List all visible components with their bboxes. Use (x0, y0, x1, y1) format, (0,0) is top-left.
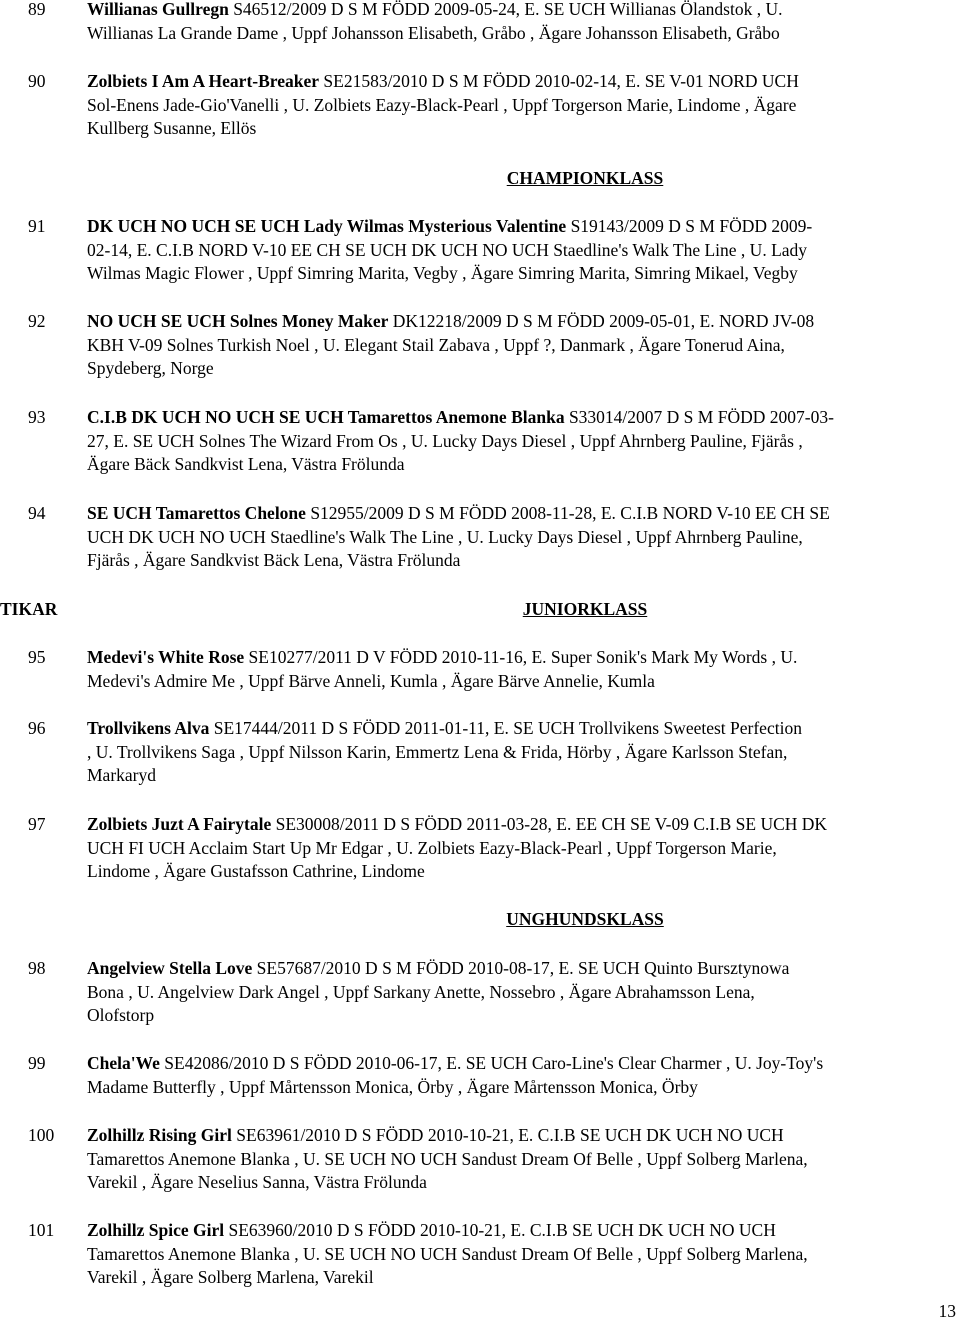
entry-line (87, 94, 957, 118)
entry-details: SE21583/2010 D S M FÖDD 2010-02-14, E. SE V-01 NORD UCH (319, 71, 799, 91)
entry-number: 98 (28, 958, 46, 978)
dog-name: Trollvikens Alva (87, 718, 210, 738)
entry-text (87, 406, 957, 477)
sex-label: TIKAR (0, 599, 58, 619)
entry-line (87, 1124, 957, 1148)
page-number: 13 (938, 1301, 956, 1321)
entry-number: 94 (28, 503, 46, 523)
dog-name: Willianas Gullregn (87, 0, 229, 19)
entry-line (87, 717, 957, 741)
entry-text (87, 1052, 957, 1099)
entry-details: , U. Trollvikens Saga , Uppf Nilsson Karin, Emmertz Lena & Frida, Hörby , Ägare Karlsson Stefan, (87, 741, 788, 762)
entry-details: Lindome , Ägare Gustafsson Cathrine, Lindome (87, 861, 425, 881)
entry-number: 100 (28, 1125, 55, 1145)
entry-number: 91 (28, 216, 46, 236)
entry-details: SE10277/2011 D V FÖDD 2010-11-16, E. Super Sonik's Mark My Words , U. (244, 647, 798, 667)
entry-details: SE57687/2010 D S M FÖDD 2010-08-17, E. SE UCH Quinto Bursztynowa (252, 958, 790, 978)
entry-text (87, 310, 957, 381)
entry-number: 92 (28, 311, 46, 331)
entry-line (87, 1219, 957, 1243)
entry-number: 90 (28, 71, 46, 91)
entry-line (87, 1076, 957, 1100)
entry-details: Tamarettos Anemone Blanka , U. SE UCH NO UCH Sandust Dream Of Belle , Uppf Solberg Marlena, (87, 1243, 808, 1264)
entry-number: 93 (28, 407, 46, 427)
entry-line (87, 813, 957, 837)
entry-line (87, 406, 957, 430)
entry-line (87, 453, 957, 477)
entry-number: 101 (28, 1220, 55, 1240)
entry-details: Varekil , Ägare Neselius Sanna, Västra Frölunda (87, 1172, 427, 1192)
entry-details: Fjärås , Ägare Sandkvist Bäck Lena, Västra Frölunda (87, 550, 461, 570)
entry-line (87, 526, 957, 550)
entry-line (87, 310, 957, 334)
entry-line (87, 357, 957, 381)
entry-text (87, 70, 957, 141)
entry-details: SE63960/2010 D S FÖDD 2010-10-21, E. C.I.B SE UCH DK UCH NO UCH (224, 1220, 776, 1240)
entry-line (87, 430, 957, 454)
heading-unghundsklass: UNGHUNDSKLASS (506, 909, 664, 929)
entry-line (87, 549, 957, 573)
entry-details: SE17444/2011 D S FÖDD 2011-01-11, E. SE UCH Trollvikens Sweetest Perfection (209, 718, 802, 738)
heading-juniorklass: JUNIORKLASS (522, 599, 648, 619)
entry-line (87, 0, 957, 22)
entry-details: S12955/2009 D S M FÖDD 2008-11-28, E. C.I.B NORD V-10 EE CH SE (305, 503, 830, 523)
entry-line (87, 1148, 957, 1172)
entry-line (87, 1171, 957, 1195)
entry-details: S46512/2009 D S M FÖDD 2009-05-24, E. SE UCH Willianas Ölandstok , U. (228, 0, 783, 19)
entry-details: KBH V-09 Solnes Turkish Noel , U. Elegant Stail Zabava , Uppf ?, Danmark , Ägare Tonerud Aina, (87, 334, 785, 355)
entry-line (87, 646, 957, 670)
dog-name: DK UCH NO UCH SE UCH Lady Wilmas Mysterious Valentine (87, 216, 567, 236)
dog-name: Medevi's White Rose (87, 647, 245, 667)
entry-details: DK12218/2009 D S M FÖDD 2009-05-01, E. NORD JV-08 (388, 311, 815, 331)
entry-text (87, 0, 957, 45)
entry-line (87, 764, 957, 788)
entry-number: 97 (28, 814, 46, 834)
entry-details: 27, E. SE UCH Solnes The Wizard From Os , U. Lucky Days Diesel , Uppf Ahrnberg Pauline, Fjärås , (87, 430, 803, 451)
dog-name: C.I.B DK UCH NO UCH SE UCH Tamarettos Anemone Blanka (87, 407, 565, 427)
dog-name: Zolhillz Spice Girl (87, 1220, 225, 1240)
entry-line (87, 239, 957, 263)
dog-name: Chela'We (87, 1053, 160, 1073)
entry-line (87, 981, 957, 1005)
entry-line (87, 1052, 957, 1076)
entry-line (87, 502, 957, 526)
entry-line (87, 215, 957, 239)
dog-name: Zolhillz Rising Girl (87, 1125, 232, 1145)
entry-text (87, 215, 957, 286)
entry-number: 99 (28, 1053, 46, 1073)
entry-line (87, 22, 957, 46)
entry-line (87, 957, 957, 981)
entry-line (87, 670, 957, 694)
entry-line (87, 70, 957, 94)
entry-text (87, 502, 957, 573)
entry-text (87, 1124, 957, 1195)
entry-line (87, 262, 957, 286)
entry-line (87, 1004, 957, 1028)
entry-number: 96 (28, 718, 46, 738)
entry-text (87, 957, 957, 1028)
entry-details: Spydeberg, Norge (87, 358, 214, 378)
entry-details: SE63961/2010 D S FÖDD 2010-10-21, E. C.I.B SE UCH DK UCH NO UCH (231, 1125, 784, 1145)
dog-name: NO UCH SE UCH Solnes Money Maker (87, 311, 389, 331)
entry-text (87, 1219, 957, 1290)
heading-championklass: CHAMPIONKLASS (506, 168, 664, 188)
entry-details: SE30008/2011 D S FÖDD 2011-03-28, E. EE CH SE V-09 C.I.B SE UCH DK (271, 814, 828, 834)
entry-line (87, 117, 957, 141)
entry-line (87, 860, 957, 884)
entry-line (87, 334, 957, 358)
entry-details: 02-14, E. C.I.B NORD V-10 EE CH SE UCH DK UCH NO UCH Staedline's Walk The Line , U. Lady (87, 239, 808, 260)
entry-details: S33014/2007 D S M FÖDD 2007-03- (564, 407, 834, 427)
entry-text (87, 813, 957, 884)
entry-details: Varekil , Ägare Solberg Marlena, Varekil (87, 1267, 374, 1287)
entry-details: Sol-Enens Jade-Gio'Vanelli , U. Zolbiets Eazy-Black-Pearl , Uppf Torgerson Marie, Lindome , Ägare (87, 94, 797, 115)
entry-details: Ägare Bäck Sandkvist Lena, Västra Frölunda (87, 454, 405, 474)
entry-details: S19143/2009 D S M FÖDD 2009- (566, 216, 813, 236)
entry-details: Tamarettos Anemone Blanka , U. SE UCH NO UCH Sandust Dream Of Belle , Uppf Solberg Marlena, (87, 1148, 808, 1169)
entry-text (87, 646, 957, 693)
entry-details: Willianas La Grande Dame , Uppf Johansson Elisabeth, Gråbo , Ägare Johansson Elisabeth, Gråbo (87, 22, 780, 43)
entry-details: Kullberg Susanne, Ellös (87, 118, 257, 138)
entry-line (87, 1266, 957, 1290)
entry-details: Bona , U. Angelview Dark Angel , Uppf Sarkany Anette, Nossebro , Ägare Abrahamsson Lena, (87, 981, 755, 1002)
entry-line (87, 837, 957, 861)
entry-number: 95 (28, 647, 46, 667)
dog-name: Zolbiets I Am A Heart-Breaker (87, 71, 320, 91)
entry-line (87, 1243, 957, 1267)
entry-details: Madame Butterfly , Uppf Mårtensson Monica, Örby , Ägare Mårtensson Monica, Örby (87, 1076, 698, 1097)
entry-details: UCH FI UCH Acclaim Start Up Mr Edgar , U. Zolbiets Eazy-Black-Pearl , Uppf Torgerson Marie, (87, 837, 777, 858)
entry-details: Markaryd (87, 765, 157, 785)
entry-details: UCH DK UCH NO UCH Staedline's Walk The Line , U. Lucky Days Diesel , Uppf Ahrnberg Pauline, (87, 526, 803, 547)
entry-details: Medevi's Admire Me , Uppf Bärve Anneli, Kumla , Ägare Bärve Annelie, Kumla (87, 670, 655, 691)
entry-details: SE42086/2010 D S FÖDD 2010-06-17, E. SE UCH Caro-Line's Clear Charmer , U. Joy-Toy's (159, 1053, 824, 1073)
dog-name: Angelview Stella Love (87, 958, 253, 978)
entry-details: Wilmas Magic Flower , Uppf Simring Marita, Vegby , Ägare Simring Marita, Simring Mikael, Vegby (87, 263, 798, 283)
dog-name: Zolbiets Juzt A Fairytale (87, 814, 272, 834)
dog-name: SE UCH Tamarettos Chelone (87, 503, 306, 523)
entry-number: 89 (28, 0, 46, 19)
entry-text (87, 717, 957, 788)
entry-details: Olofstorp (87, 1005, 155, 1025)
entry-line (87, 741, 957, 765)
